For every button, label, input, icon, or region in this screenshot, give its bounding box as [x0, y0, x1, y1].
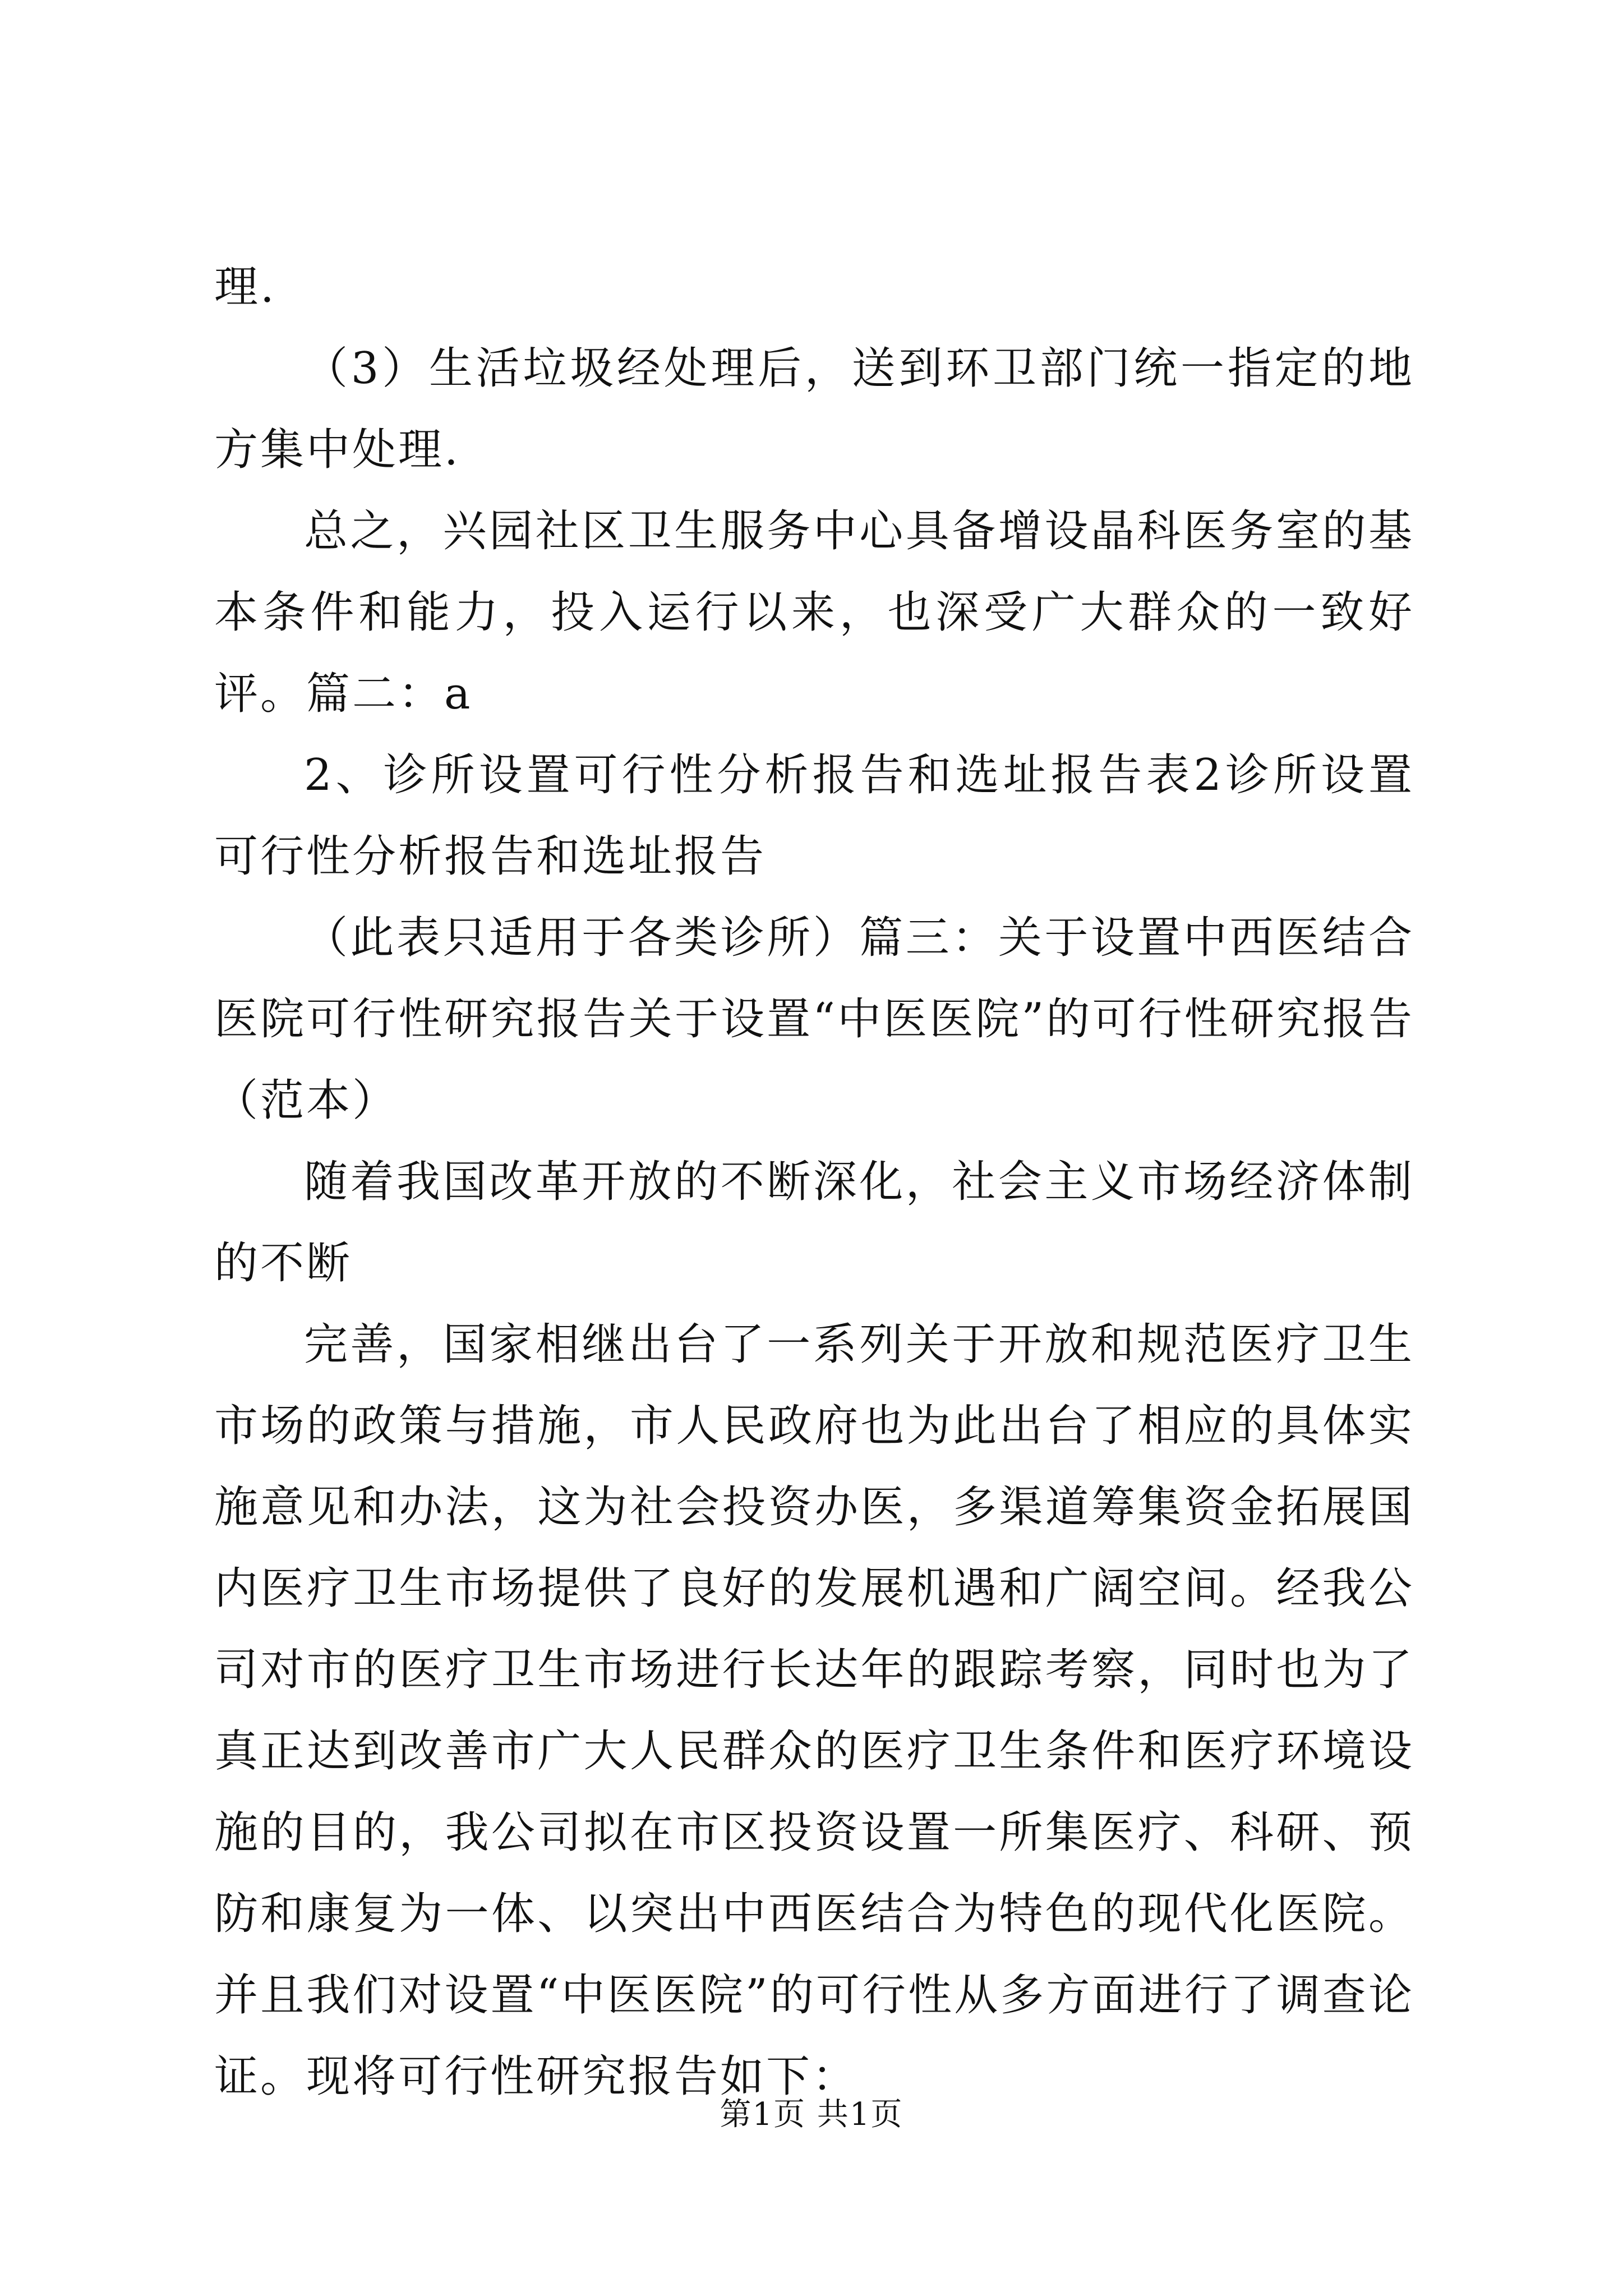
- paragraph-garbage-disposal: （3）生活垃圾经处理后，送到环卫部门统一指定的地方集中处理.: [214, 343, 1414, 475]
- paragraph-clinic-report-title: 2、诊所设置可行性分析报告和选址报告表2诊所设置可行性分析报告和选址报告: [214, 750, 1414, 882]
- paragraph-policy-background: 完善，国家相继出台了一系列关于开放和规范医疗卫生市场的政策与措施，市人民政府也为此出台了相应的具体实施意见和办法，这为社会投资办医，多渠道筹集资金拓展国内医疗卫生市场提供了良好的发展机遇和广阔空间。经我公司对市的医疗卫生市场进行长达年的跟踪考察，同时也为了真正达到改善市广大人民群众的医疗卫生条件和医疗环境设施的目的，我公司拟在市区投资设置一所集医疗、科研、预防和康复为一体、以突出中西医结合为特色的现代化医院。并且我们对设置“中医医院”的可行性从多方面进行了调查论证。现将可行性研究报告如下：: [214, 1319, 1414, 2102]
- paragraph-reform-intro: 随着我国改革开放的不断深化，社会主义市场经济体制的不断: [214, 1157, 1414, 1289]
- document-body: [214, 247, 1414, 2118]
- paragraph-summary: 总之，兴园社区卫生服务中心具备增设晶科医务室的基本条件和能力，投入运行以来，也深受广大群众的一致好评。篇二：a: [214, 506, 1414, 719]
- paragraph-continuation: 理.: [214, 262, 276, 312]
- paragraph-section-three-title: （此表只适用于各类诊所）篇三：关于设置中西医结合医院可行性研究报告关于设置“中医医院”的可行性研究报告（范本）: [214, 913, 1414, 1126]
- page-footer: 第1页 共1页: [720, 2096, 903, 2133]
